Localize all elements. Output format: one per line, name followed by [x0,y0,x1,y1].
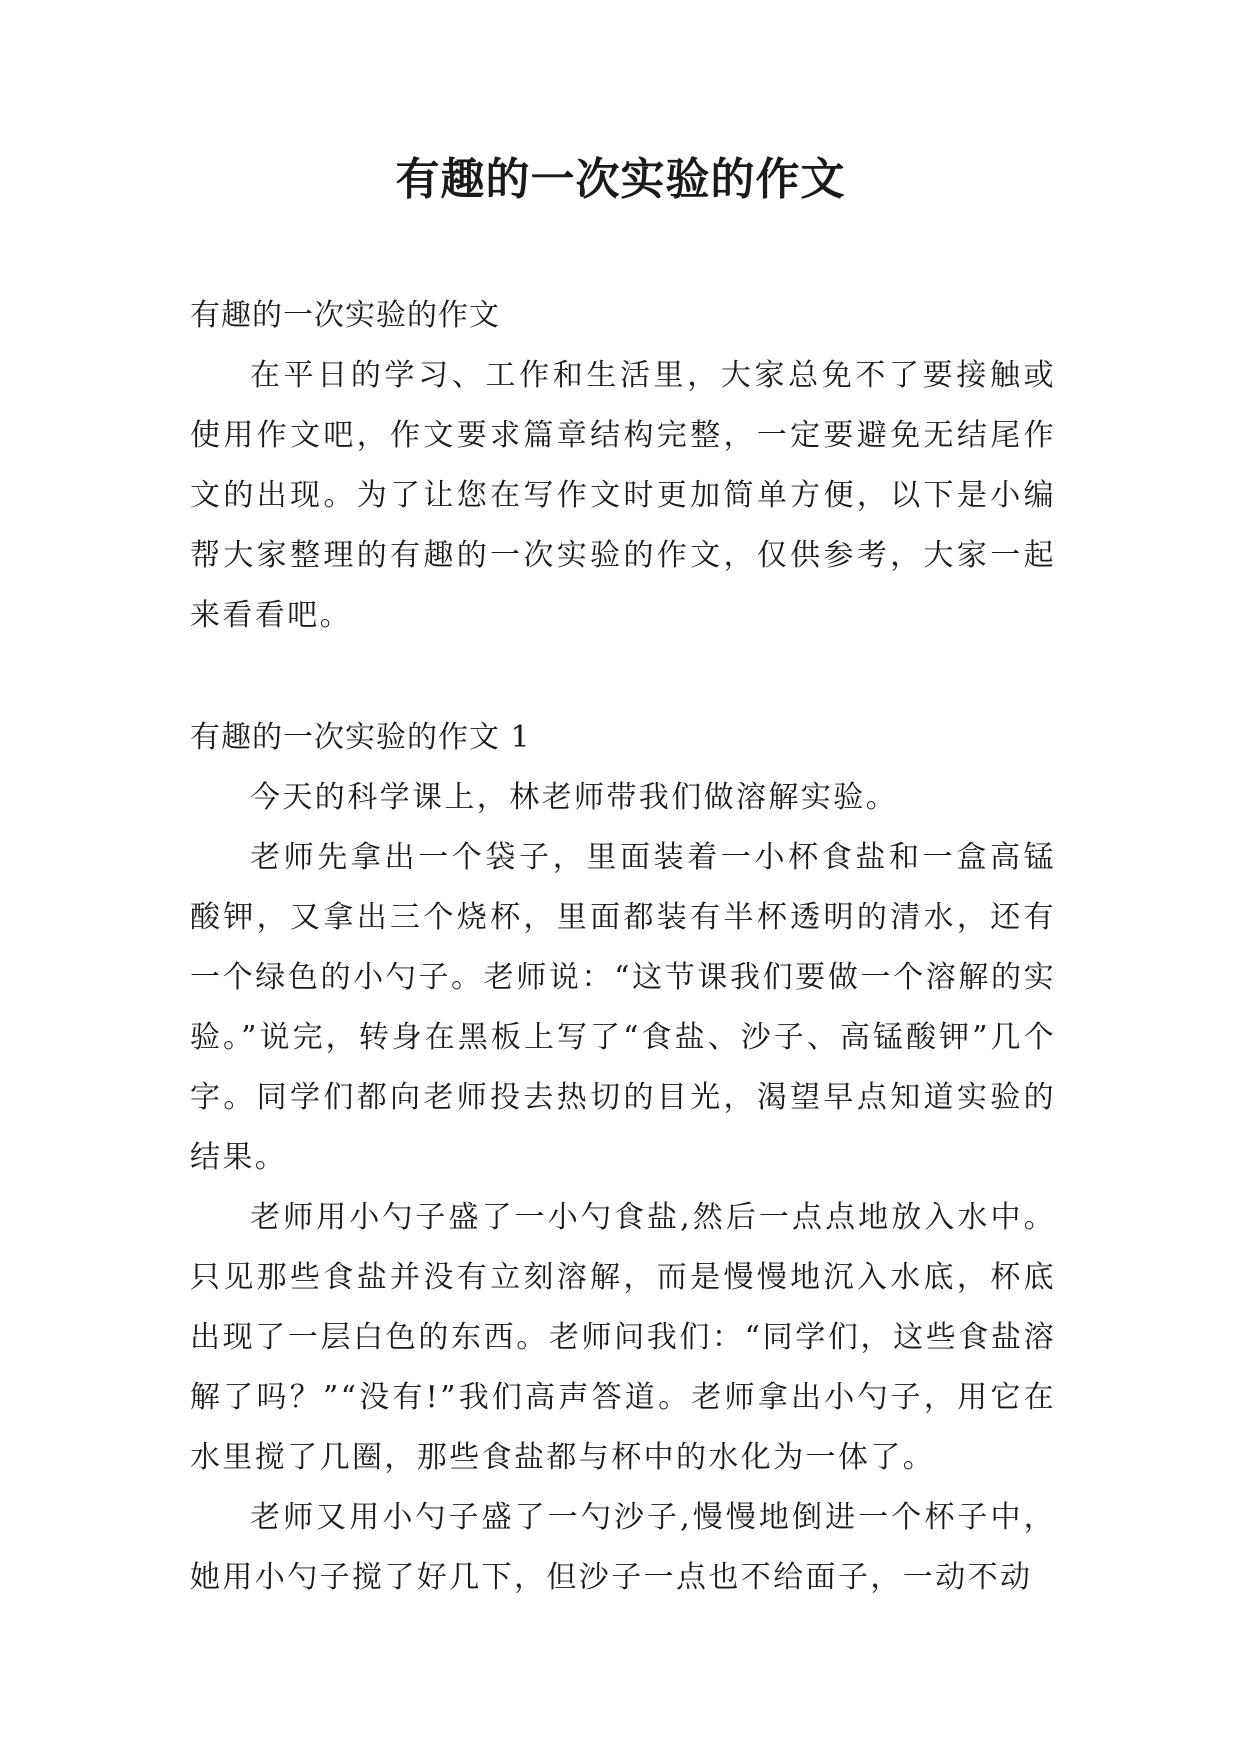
intro-heading: 有趣的一次实验的作文 [190,298,500,333]
essay-1-heading: 有趣的一次实验的作文 1 [190,720,531,755]
document-title: 有趣的一次实验的作文 [395,154,846,205]
intro-paragraph: 在平日的学习、工作和生活里，大家总免不了要接触或使用作文吧，作文要求篇章结构完整，一定要避免无结尾作文的出现。为了让您在写作文时更加简单方便，以下是小编帮大家整理的有趣的一次实验的作文，仅供参考，大家一起来看看吧。 [190,358,1056,633]
essay-1-paragraph: 老师又用小勺子盛了一勺沙子,慢慢地倒进一个杯子中，她用小勺子搅了好几下，但沙子一点也不给面子，一动不动 [190,1500,1056,1595]
essay-1-paragraph: 老师用小勺子盛了一小勺食盐,然后一点点地放入水中。只见那些食盐并没有立刻溶解，而是慢慢地沉入水底，杯底出现了一层白色的东西。老师问我们：“同学们，这些食盐溶解了吗？”“没有!”我们高声答道。老师拿出小勺子，用它在水里搅了几圈，那些食盐都与杯中的水化为一体了。 [190,1200,1056,1475]
document-body [190,286,1056,1608]
essay-1-paragraph: 今天的科学课上，林老师带我们做溶解实验。 [250,780,898,815]
section-spacer [190,646,1056,708]
essay-1-paragraph: 老师先拿出一个袋子，里面装着一小杯食盐和一盒高锰酸钾，又拿出三个烧杯，里面都装有半杯透明的清水，还有一个绿色的小勺子。老师说：“这节课我们要做一个溶解的实验。”说完，转身在黑板上写了“食盐、沙子、高锰酸钾”几个字。同学们都向老师投去热切的目光，渴望早点知道实验的结果。 [190,840,1056,1175]
